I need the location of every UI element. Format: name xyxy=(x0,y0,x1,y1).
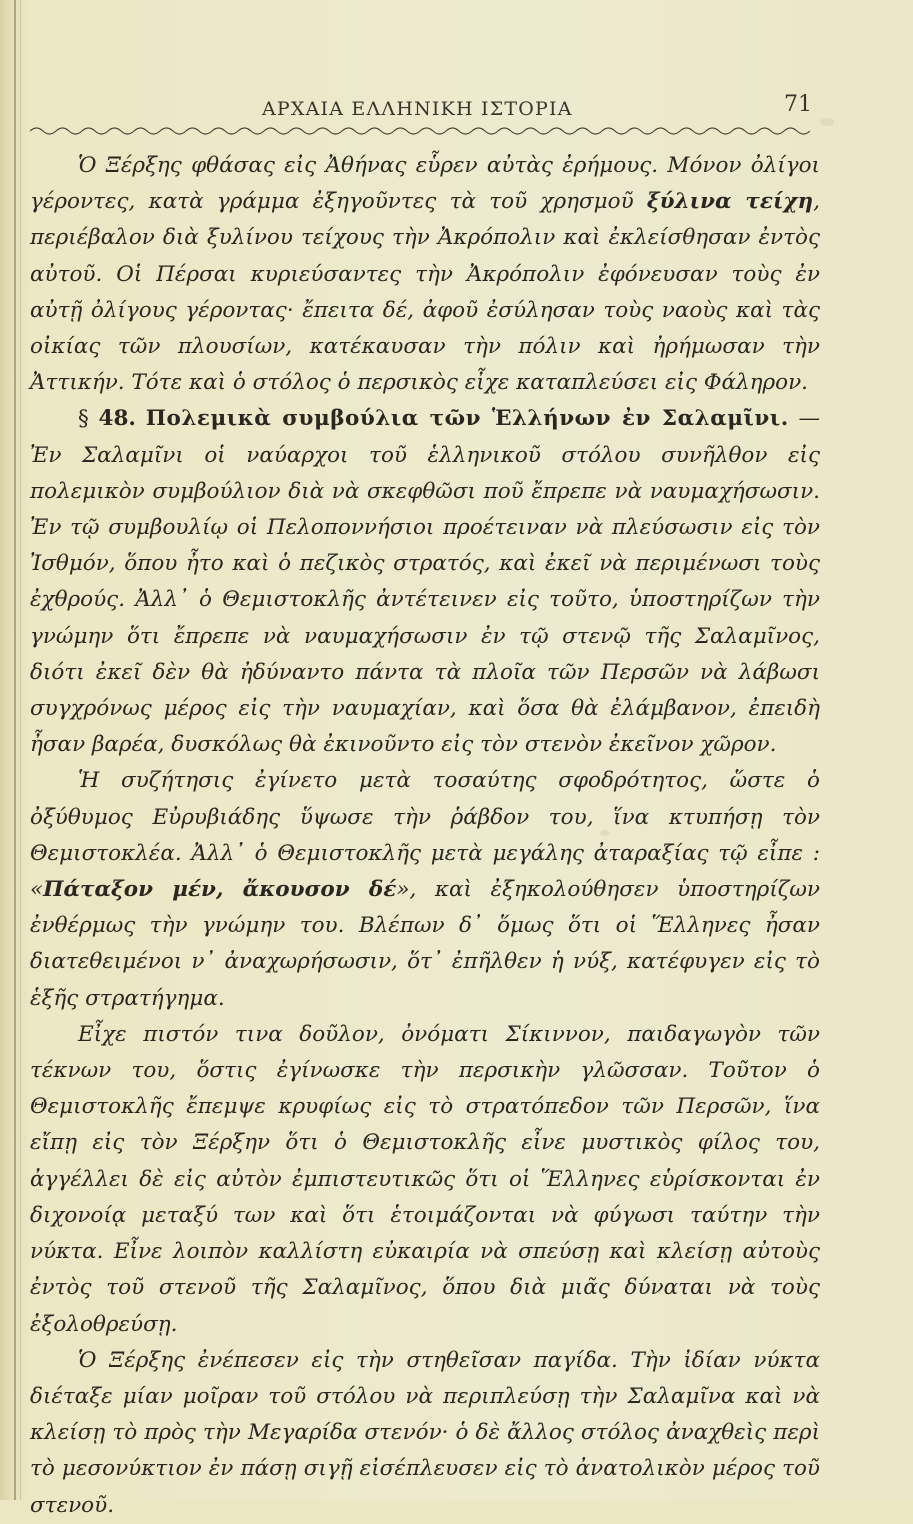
page-header xyxy=(0,92,913,124)
paragraph-xerxes-athens xyxy=(30,148,820,401)
paragraph-text: Ἡ συζήτησις ἐγίνετο μετὰ τοσαύτης σφοδρότητος, ὥστε ὁ ὀξύθυμος Εὐρυβιάδης ὕψωσε τὴν ῥάβδον του, ἵνα κτυπήσῃ τὸν Θεμιστοκλέα. Ἀλλ᾽ ὁ Θεμιστοκλῆς μετὰ μεγάλης ἀταραξίας τῷ εἶπε : « xyxy=(30,768,820,903)
paragraph-text: , περιέβαλον διὰ ξυλίνου τείχους τὴν Ἀκρόπολιν καὶ ἐκλείσθησαν ἐντὸς αὐτοῦ. Οἱ Πέρσαι κυριεύσαντες τὴν Ἀκρόπολιν ἐφόνευσαν τοὺς ἐν αὐτῇ ὀλίγους γέροντας· ἔπειτα δέ, ἀφοῦ ἐσύλησαν τοὺς ναοὺς καὶ τὰς οἰκίας τῶν πλουσίων, κατέκαυσαν τὴν πόλιν καὶ ἠρήμωσαν τὴν Ἀττικήν. Τότε καὶ ὁ στόλος ὁ περσικὸς εἶχε καταπλεύσει εἰς Φάληρον. xyxy=(30,189,820,396)
paragraph-eurybiades xyxy=(30,763,820,1016)
wavy-rule-ornament xyxy=(30,124,810,138)
page-binding-shadow xyxy=(20,0,21,1500)
section-sign: § xyxy=(78,406,89,432)
paragraph-text: », καὶ ἐξηκολούθησεν ὑποστηρίζων ἐνθέρμως τὴν γνώμην του. Βλέπων δ᾽ ὅμως ὅτι οἱ Ἕλληνες ἦσαν διατεθειμένοι ν᾽ ἀναχωρήσωσιν, ὅτ᾽ ἐπῆλθεν ἡ νύξ, κατέφυγεν εἰς τὸ ἑξῆς στρατήγημα. xyxy=(30,877,821,1011)
paragraph-text: Ὁ Ξέρξης φθάσας εἰς Ἀθήνας εὗρεν αὐτὰς ἐρήμους. Μόνον ὀλίγοι γέροντες, κατὰ γράμμα ἐξηγοῦντες τὰ τοῦ χρησμοῦ xyxy=(30,153,820,215)
page-binding-edge xyxy=(14,0,16,1500)
section-48 xyxy=(30,401,820,763)
page-body xyxy=(30,148,820,1524)
paragraph-xerxes-trap: Ὁ Ξέρξης ἐνέπεσεν εἰς τὴν στηθεῖσαν παγίδα. Τὴν ἰδίαν νύκτα διέταξε μίαν μοῖραν τοῦ στόλου νὰ περιπλεύσῃ τὴν Σαλαμῖνα καὶ νὰ κλείσῃ τὸ πρὸς τὴν Μεγαρίδα στενόν· ὁ δὲ ἄλλος στόλος ἀναχθεὶς περὶ τὸ μεσονύκτιον ἐν πάσῃ σιγῇ εἰσέπλευσεν εἰς τὸ ἀνατολικὸν μέρος τοῦ στενοῦ. xyxy=(30,1347,820,1518)
emphasis-text: ξύλινα τείχη xyxy=(646,189,814,215)
paragraph-sikinnos: Εἶχε πιστόν τινα δοῦλον, ὀνόματι Σίκιννον, παιδαγωγὸν τῶν τέκνων του, ὅστις ἐγίνωσκε τὴν περσικὴν γλῶσσαν. Τοῦτον ὁ Θεμιστοκλῆς ἔπεμψε κρυφίως εἰς τὸ στρατόπεδον τῶν Περσῶν, ἵνα εἴπῃ εἰς τὸν Ξέρξην ὅτι ὁ Θεμιστοκλῆς εἶνε μυστικὸς φίλος του, ἀγγέλλει δὲ εἰς αὐτὸν ἐμπιστευτικῶς ὅτι οἱ Ἕλληνες εὑρίσκονται ἐν διχονοίᾳ μεταξύ των καὶ ὅτι ἑτοιμάζονται νὰ φύγωσι ταύτην τὴν νύκτα. Εἶνε λοιπὸν καλλίστη εὐκαιρία νὰ σπεύσῃ καὶ κλείσῃ αὐτοὺς ἐντὸς τοῦ στενοῦ τῆς Σαλαμῖνος, ὅπου διὰ μιᾶς δύναται νὰ τοὺς ἐξολοθρεύσῃ. xyxy=(30,1021,820,1337)
page-number: 71 xyxy=(784,92,812,117)
quote-emphasis: Πάταξον μέν, ἄκουσον δέ xyxy=(43,877,397,903)
section-number: 48. xyxy=(98,406,136,432)
section-title: Πολεμικὰ συμβούλια τῶν Ἑλλήνων ἐν Σαλαμῖνι. xyxy=(145,406,789,432)
running-title: ΑΡΧΑΙΑ ΕΛΛΗΝΙΚΗ ΙΣΤΟΡΙΑ xyxy=(262,98,573,120)
paragraph-text: — Ἐν Σαλαμῖνι οἱ ναύαρχοι τοῦ ἑλληνικοῦ στόλου συνῆλθον εἰς πολεμικὸν συμβούλιον διὰ νὰ σκεφθῶσι ποῦ ἔπρεπε νὰ ναυμαχήσωσιν. Ἐν τῷ συμβουλίῳ οἱ Πελοποννήσιοι προέτειναν νὰ πλεύσωσιν εἰς τὸν Ἰσθμόν, ὅπου ἦτο καὶ ὁ πεζικὸς στρατός, καὶ ἐκεῖ νὰ περιμένωσι τοὺς ἐχθρούς. Ἀλλ᾽ ὁ Θεμιστοκλῆς ἀντέτεινεν εἰς τοῦτο, ὑποστηρίζων τὴν γνώμην ὅτι ἔπρεπε νὰ ναυμαχήσωσιν ἐν τῷ στενῷ τῆς Σαλαμῖνος, διότι ἐκεῖ δὲν θὰ ἠδύναντο πάντα τὰ πλοῖα τῶν Περσῶν νὰ λάβωσι συγχρόνως μέρος εἰς τὴν ναυμαχίαν, καὶ ὅσα θὰ ἐλάμβανον, ἐπειδὴ ἦσαν βαρέα, δυσκόλως θὰ ἐκινοῦντο εἰς τὸν στενὸν ἐκεῖνον χῶρον. xyxy=(30,406,820,758)
